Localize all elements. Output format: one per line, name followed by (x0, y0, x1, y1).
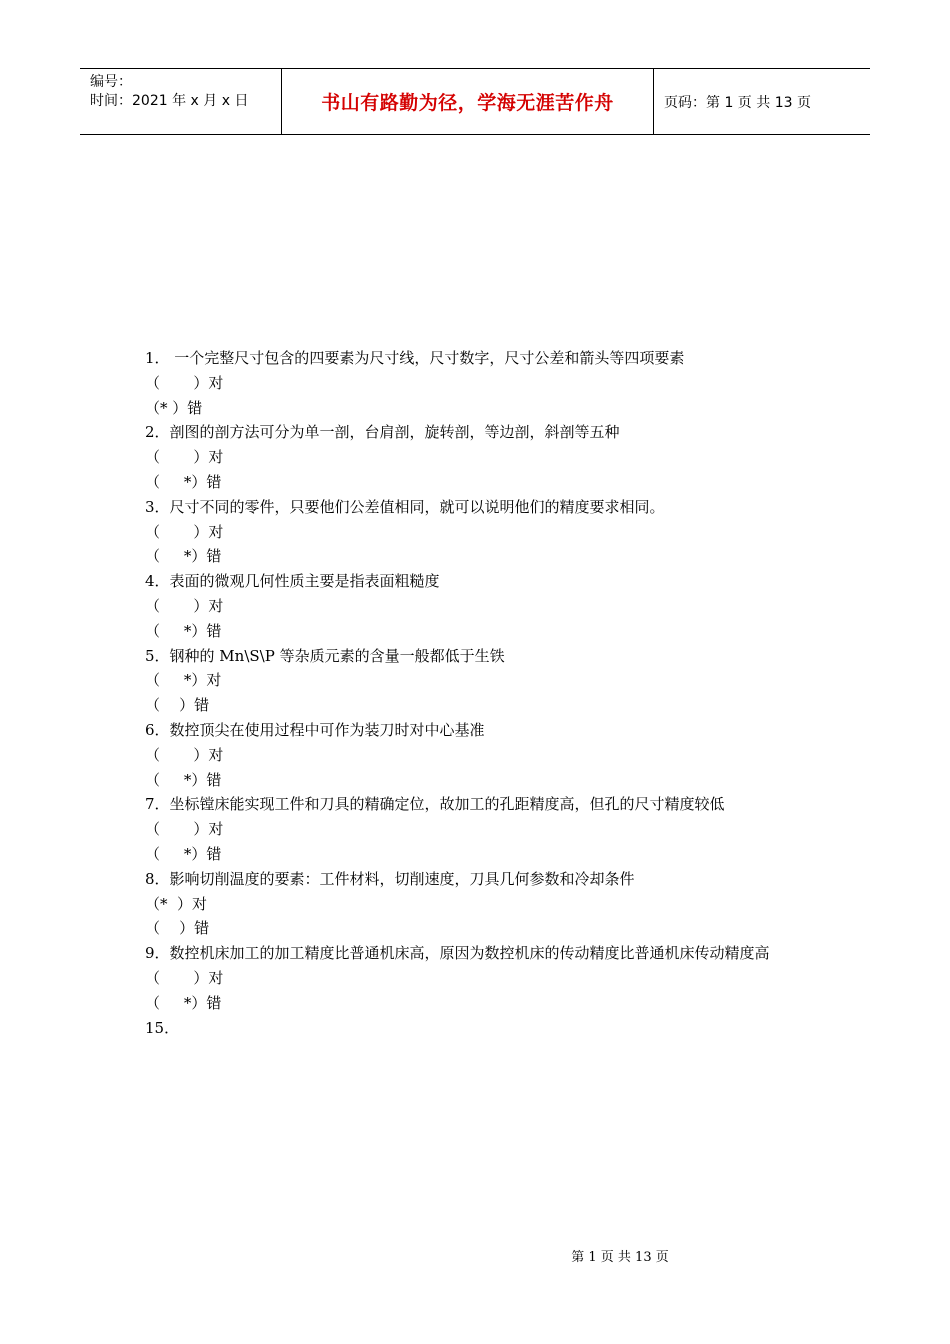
answer-option-true: （ ）对 (145, 522, 224, 541)
question-text: 7．坐标镗床能实现工件和刀具的精确定位，故加工的孔距精度高，但孔的尺寸精度较低 (145, 795, 725, 814)
answer-option-true: （ ）对 (145, 373, 224, 392)
answer-option-true: （ *）对 (145, 671, 222, 690)
document-time-label: 时间：2021 年 x 月 x 日 (90, 93, 249, 109)
question-text: 5．钢种的 Mn\S\P 等杂质元素的含量一般都低于生铁 (145, 646, 505, 665)
answer-option-false: （ *）错 (145, 621, 222, 640)
question-text: 6．数控顶尖在使用过程中可作为装刀时对中心基准 (145, 720, 485, 739)
answer-option-true: （ ）对 (145, 968, 224, 987)
answer-option-true: （ ）对 (145, 448, 224, 467)
answer-option-true: （ ）对 (145, 820, 224, 839)
header-motto: 书山有路勤为径，学海无涯苦作舟 (321, 92, 614, 114)
question-5 (145, 644, 815, 718)
question-7 (145, 792, 815, 866)
answer-option-false: （ ）错 (145, 696, 210, 715)
question-text: 3．尺寸不同的零件，只要他们公差值相同，就可以说明他们的精度要求相同。 (145, 497, 665, 516)
page-header (80, 68, 870, 135)
question-list (145, 346, 815, 1040)
question-6 (145, 718, 815, 792)
question-8 (145, 867, 815, 941)
answer-option-false: （ ）错 (145, 919, 210, 938)
answer-option-true: （ ）对 (145, 596, 224, 615)
question-3 (145, 495, 815, 569)
answer-option-false: （ *）错 (145, 993, 222, 1012)
answer-option-false: （ *）错 (145, 472, 222, 491)
answer-option-false: （ *）错 (145, 844, 222, 863)
answer-option-true: （ ）对 (145, 745, 224, 764)
header-motto-cell (281, 69, 654, 134)
document-number-label: 编号： (90, 74, 132, 90)
page-footer: 第 1 页 共 13 页 (571, 1250, 669, 1265)
question-1 (145, 346, 815, 420)
header-page-cell (654, 69, 870, 134)
answer-option-false: （* ）错 (145, 398, 203, 417)
question-text: 8．影响切削温度的要素：工件材料，切削速度，刀具几何参数和冷却条件 (145, 869, 635, 888)
question-9 (145, 941, 815, 1015)
question-text: 2．剖图的剖方法可分为单一剖，台肩剖，旋转剖，等边剖，斜剖等五种 (145, 423, 620, 442)
question-4 (145, 569, 815, 643)
answer-option-true: （* ）对 (145, 894, 208, 913)
answer-option-false: （ *）错 (145, 547, 222, 566)
header-info (80, 69, 281, 134)
header-page-number: 页码：第 1 页 共 13 页 (664, 94, 811, 111)
question-15-number: 15． (145, 1018, 180, 1037)
question-text: 1． 一个完整尺寸包含的四要素为尺寸线，尺寸数字，尺寸公差和箭头等四项要素 (145, 349, 685, 367)
question-text: 9．数控机床加工的加工精度比普通机床高，原因为数控机床的传动精度比普通机床传动精度高 (145, 944, 770, 963)
answer-option-false: （ *）错 (145, 770, 222, 789)
question-text: 4．表面的微观几何性质主要是指表面粗糙度 (145, 572, 440, 591)
question-2 (145, 420, 815, 494)
